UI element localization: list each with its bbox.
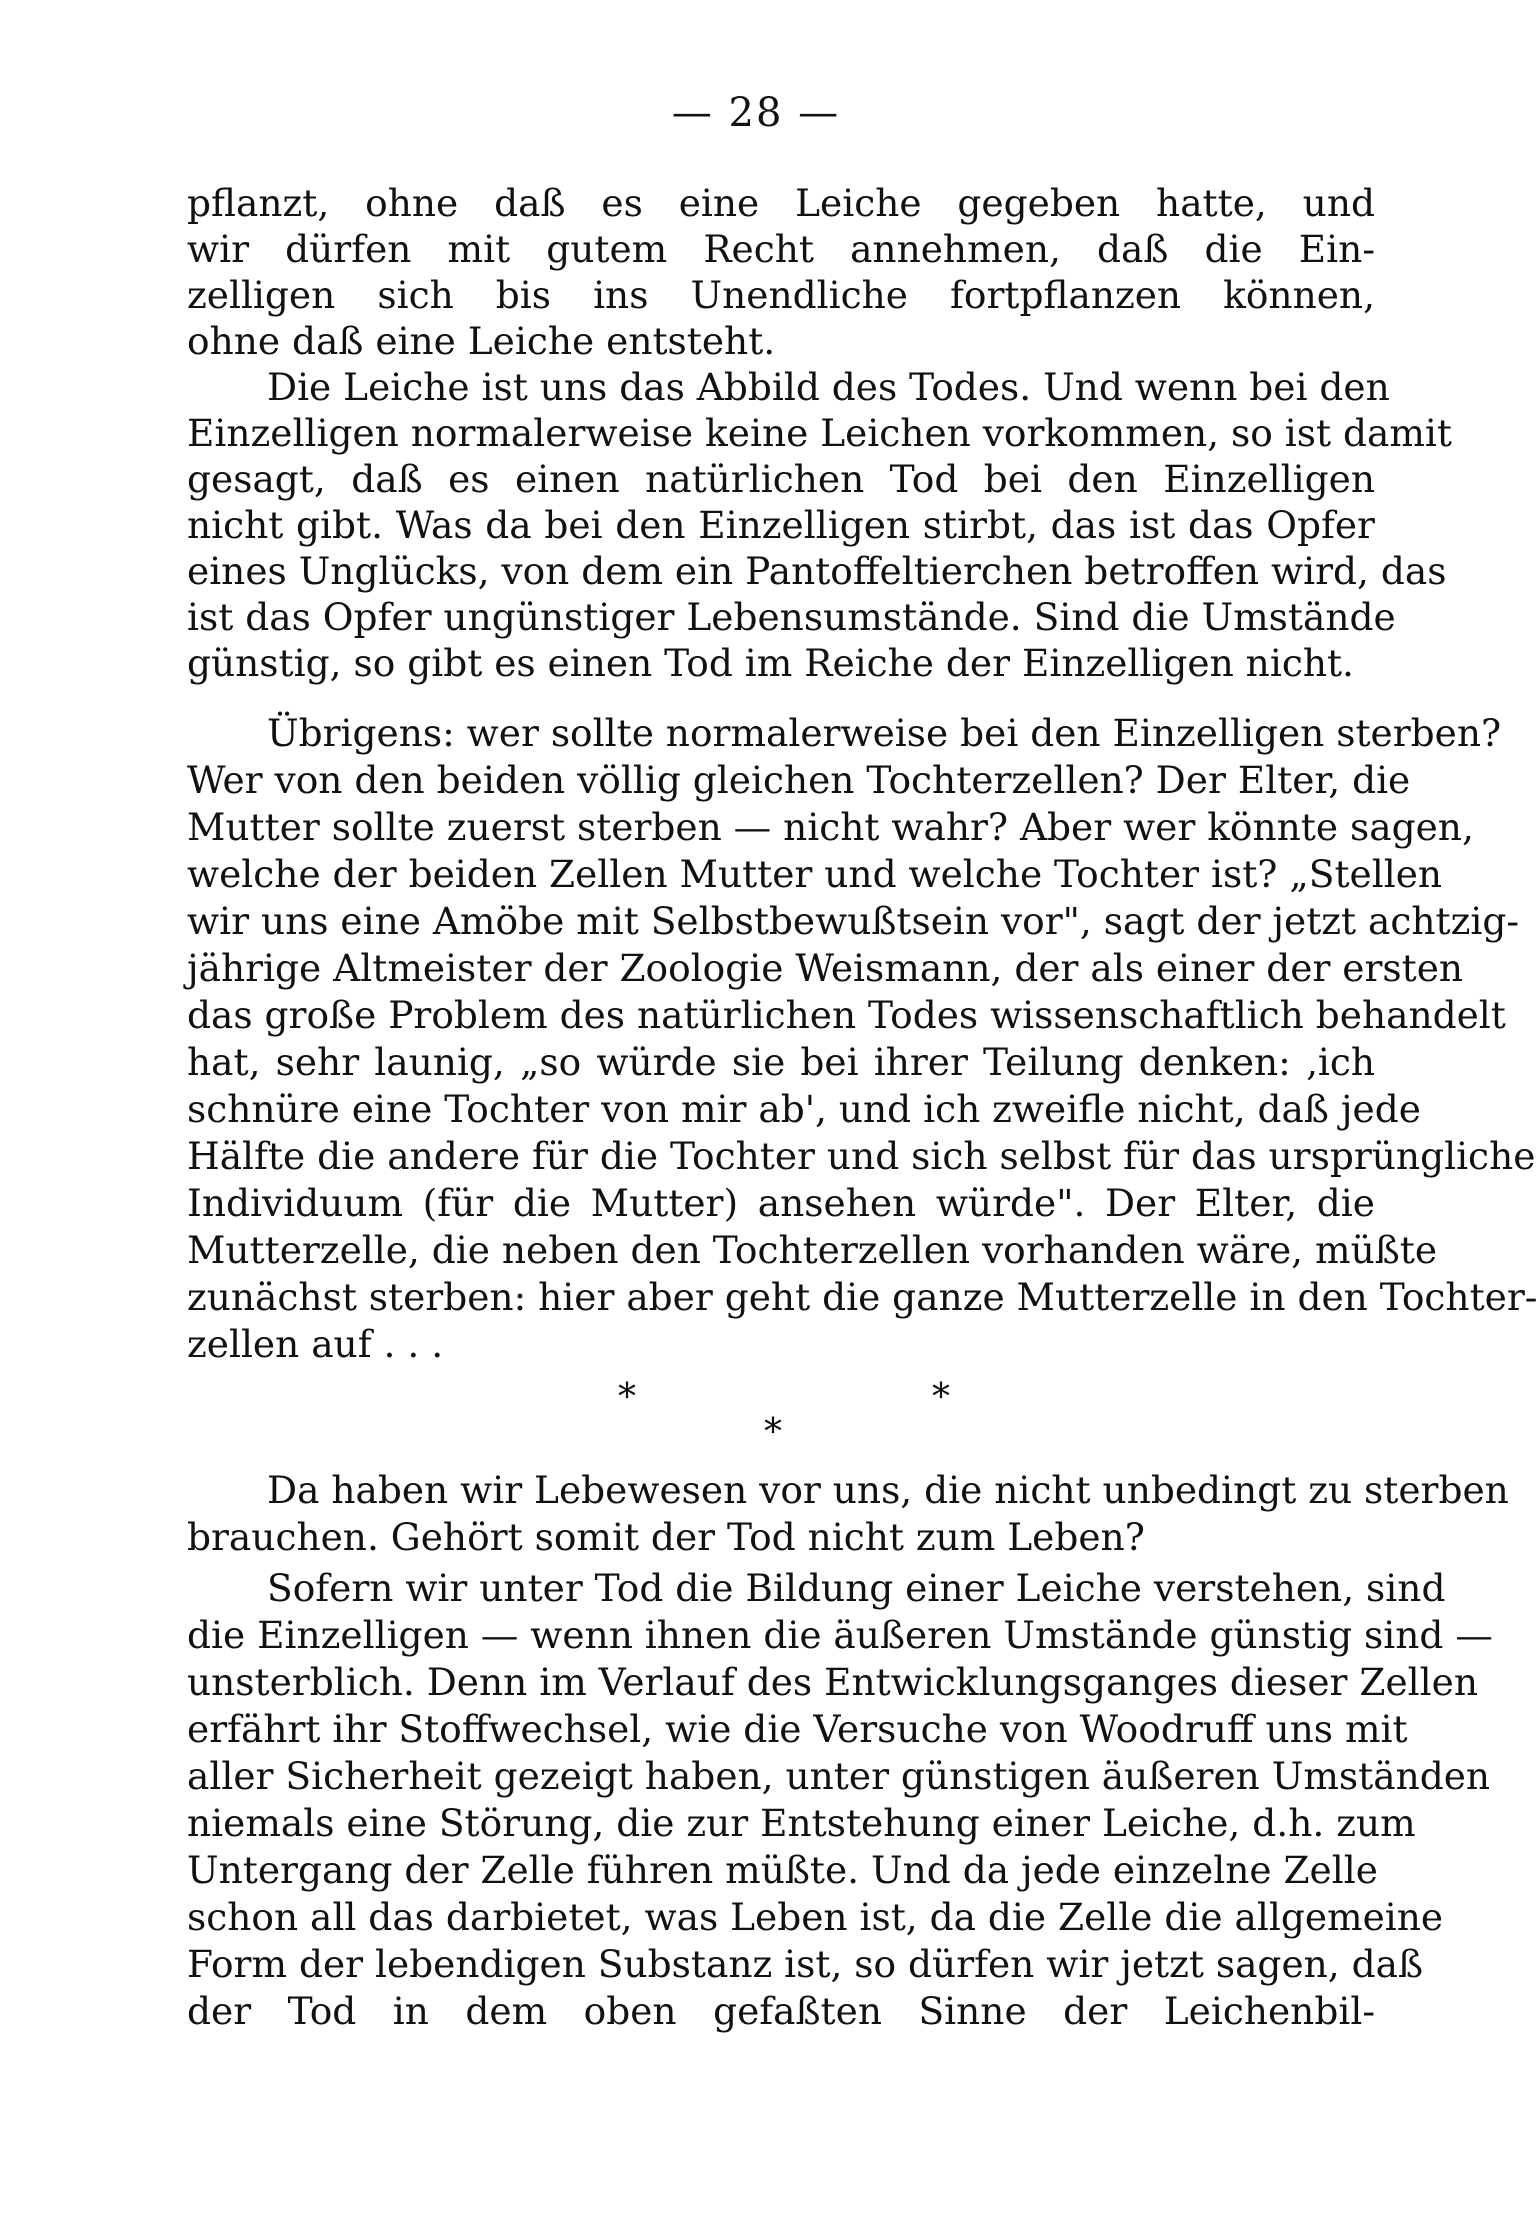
text-line: Einzelligen normalerweise keine Leichen vorkommen, so ist damit [187, 411, 1452, 455]
text-line: jährige Altmeister der Zoologie Weismann, der als einer der ersten [187, 946, 1464, 990]
text-line: günstig, so gibt es einen Tod im Reiche der Einzelligen nicht. [187, 641, 1354, 685]
page-number: — 28 — [671, 90, 841, 136]
text-line: hat, sehr launig, „so würde sie bei ihrer Teilung denken: ‚ich [187, 1040, 1375, 1084]
text-line: Mutterzelle, die neben den Tochterzellen vorhanden wäre, müßte [187, 1228, 1438, 1272]
text-line: aller Sicherheit gezeigt haben, unter günstigen äußeren Umständen [187, 1754, 1491, 1798]
text-line: Individuum (für die Mutter) ansehen würde". Der Elter, die [187, 1181, 1375, 1225]
text-line: schnüre eine Tochter von mir ab', und ich zweifle nicht, daß jede [187, 1087, 1421, 1131]
text-line: zunächst sterben: hier aber geht die ganze Mutterzelle in den Tochter- [187, 1275, 1537, 1319]
text-line: pflanzt, ohne daß es eine Leiche gegeben hatte, und [187, 181, 1375, 225]
text-line: schon all das darbietet, was Leben ist, da die Zelle die allgemeine [187, 1895, 1444, 1939]
text-line: das große Problem des natürlichen Todes wissenschaftlich behandelt [187, 993, 1506, 1037]
text-line: niemals eine Störung, die zur Entstehung einer Leiche, d.h. zum [187, 1801, 1416, 1845]
text-line: zelligen sich bis ins Unendliche fortpflanzen können, [187, 273, 1375, 317]
text-line: Sofern wir unter Tod die Bildung einer Leiche verstehen, sind [267, 1566, 1446, 1610]
separator-star: * [932, 1377, 950, 1418]
text-line: ist das Opfer ungünstiger Lebensumstände. Sind die Umstände [187, 595, 1396, 639]
text-line: wir dürfen mit gutem Recht annehmen, daß die Ein- [187, 227, 1375, 271]
separator-star: * [764, 1412, 782, 1453]
text-line: welche der beiden Zellen Mutter und welche Tochter ist? „Stellen [187, 852, 1443, 896]
text-line: der Tod in dem oben gefaßten Sinne der Leichenbil- [187, 1989, 1375, 2033]
text-line: nicht gibt. Was da bei den Einzelligen stirbt, das ist das Opfer [187, 503, 1375, 547]
text-line: Übrigens: wer sollte normalerweise bei den Einzelligen sterben? [267, 711, 1502, 755]
text-line: erfährt ihr Stoffwechsel, wie die Versuche von Woodruff uns mit [187, 1707, 1408, 1751]
separator-star: * [618, 1377, 636, 1418]
text-line: brauchen. Gehört somit der Tod nicht zum Leben? [187, 1515, 1145, 1559]
text-line: wir uns eine Amöbe mit Selbstbewußtsein vor", sagt der jetzt achtzig- [187, 899, 1520, 943]
text-line: Die Leiche ist uns das Abbild des Todes. Und wenn bei den [267, 365, 1390, 409]
text-line: Mutter sollte zuerst sterben — nicht wahr? Aber wer könnte sagen, [187, 805, 1474, 849]
text-line: gesagt, daß es einen natürlichen Tod bei den Einzelligen [187, 457, 1375, 501]
text-line: eines Unglücks, von dem ein Pantoffeltierchen betroffen wird, das [187, 549, 1447, 593]
text-line: zellen auf . . . [187, 1322, 444, 1366]
text-line: Hälfte die andere für die Tochter und sich selbst für das ursprüngliche [187, 1134, 1536, 1178]
text-line: Wer von den beiden völlig gleichen Tochterzellen? Der Elter, die [187, 758, 1411, 802]
text-line: die Einzelligen — wenn ihnen die äußeren Umstände günstig sind — [187, 1613, 1493, 1657]
text-line: Form der lebendigen Substanz ist, so dürfen wir jetzt sagen, daß [187, 1942, 1424, 1986]
text-line: Da haben wir Lebewesen vor uns, die nicht unbedingt zu sterben [267, 1468, 1509, 1512]
text-line: unsterblich. Denn im Verlauf des Entwicklungsganges dieser Zellen [187, 1660, 1478, 1704]
text-line: Untergang der Zelle führen müßte. Und da jede einzelne Zelle [187, 1848, 1378, 1892]
text-line: ohne daß eine Leiche entsteht. [187, 319, 776, 363]
